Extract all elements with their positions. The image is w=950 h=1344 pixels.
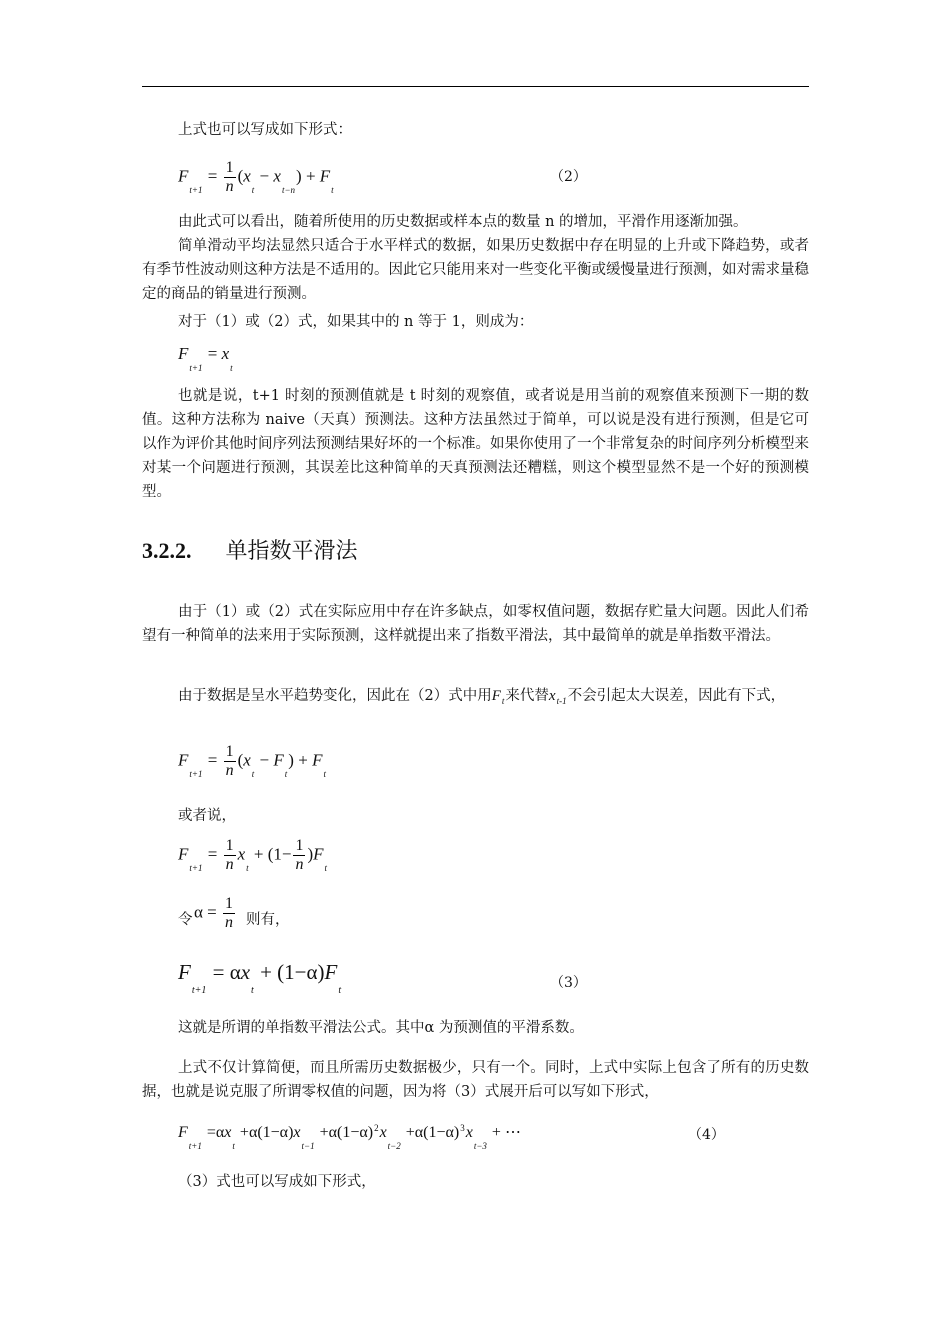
paragraph: 简单滑动平均法显然只适合于水平样式的数据，如果历史数据中存在明显的上升或下降趋势，或者有季节性波动则这种方法是不适用的。因此它只能用来对一些变化平衡或缓慢量进行预测，如对需求量稳定的商品的销量进行预测。: [142, 238, 809, 302]
paragraph: 这就是所谓的单指数平滑法公式。其中α 为预测值的平滑系数。: [178, 1020, 584, 1036]
equation-number: （2）: [550, 169, 587, 185]
equation-number: （4）: [688, 1127, 725, 1143]
equation-3: $F_{t+1} = \alpha x_t + (1-\alpha)F_t$ （3）: [178, 960, 587, 996]
section-heading: 3.2.2. 单指数平滑法: [142, 538, 358, 564]
alpha-definition: 令 α = $\frac{1}{n}$ 则有，: [178, 895, 290, 931]
equation-derived-2: $F_{t+1}$ = $\frac{1}{n}$ $x_t + (1-$ $\frac{1}{n}$ )$F_t$: [178, 837, 328, 874]
paragraph: 由此式可以看出，随着所使用的历史数据或样本点的数量 n 的增加，平滑作用逐渐加强。: [178, 214, 748, 230]
equation-4: $F_{t+1} =\alpha x_t +\alpha(1-\alpha)x_{t-1} +\alpha(1-\alpha)^2x_{t-2} +\alpha(1-\alpha)^3x_{t-3}$ + ⋯ （4）: [178, 1123, 725, 1151]
paragraph: 或者说，: [178, 808, 236, 824]
paragraph: 上式不仅计算简便，而且所需历史数据极少，只有一个。同时，上式中实际上包含了所有的历史数据，也就是说克服了所谓零权值的问题，因为将（3）式展开后可以写如下形式，: [142, 1060, 809, 1100]
paragraph-inline-math: 由于数据是呈水平趋势变化，因此在（2）式中用$F_t$来代替$x_{t-1}$不会引起太大误差，因此有下式，: [178, 688, 786, 706]
paragraph: 对于（1）或（2）式，如果其中的 n 等于 1，则成为：: [178, 314, 534, 330]
paragraph: 由于（1）或（2）式在实际应用中存在许多缺点，如零权值问题，数据存贮量大问题。因此人们希望有一种简单的法来用于实际预测，这样就提出来了指数平滑法，其中最简单的就是单指数平滑法。: [142, 604, 809, 644]
paragraph: （3）式也可以写成如下形式，: [178, 1174, 376, 1190]
equation-naive: $F_{t+1} = x_t$: [178, 344, 233, 373]
header-rule: [142, 86, 809, 87]
paragraph: 也就是说，t+1 时刻的预测值就是 t 时刻的观察值，或者说是用当前的观察值来预测下一期的数值。这种方法称为 naive（天真）预测法。这种方法虽然过于简单，可以说是没有进行预测，但是它可以作为评价其他时间序列法预测结果好坏的一个标准。如果你使用了一个非常复杂的时间序列分析模型来对某一个问题进行预测，其误差比这种简单的天真预测法还糟糕，则这个模型显然不是一个好的预测模型。: [142, 388, 809, 500]
paragraph-intro: 上式也可以写成如下形式：: [178, 122, 352, 138]
equation-2: $F_{t+1}$ = $\frac{1}{n}$ $(x_t - x_{t-n}) + F_t$ （2）: [178, 159, 587, 196]
equation-derived-1: $F_{t+1}$ = $\frac{1}{n}$ $(x_t - F_t) + F_t$: [178, 743, 326, 780]
equation-number: （3）: [550, 975, 587, 991]
